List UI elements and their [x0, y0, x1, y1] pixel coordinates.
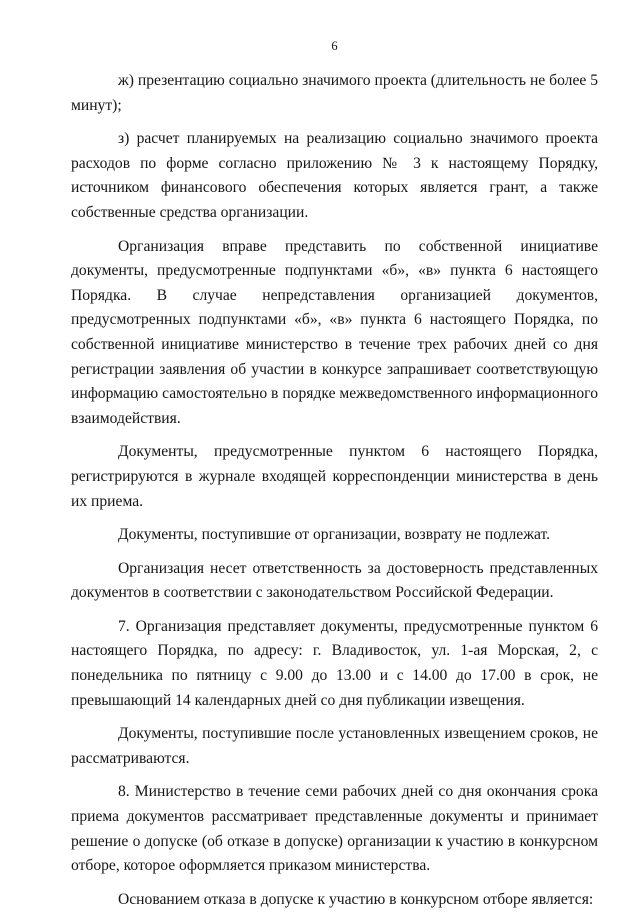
paragraph-presentation: ж) презентацию социально значимого проекта (длительность не более 5 минут); — [71, 72, 598, 114]
paragraph-no-return: Документы, поступившие от организации, возврату не подлежат. — [118, 526, 551, 544]
paragraph-expense-calculation: з) расчет планируемых на реализацию социально значимого проекта расходов по форме согласно приложению № 3 к настоящему Порядку, источником финансового обеспечения которых является грант, а также собственные средства организации. — [71, 130, 598, 221]
paragraph-item-8-review: 8. Министерство в течение семи рабочих дней со дня окончания срока приема документов рассматривает представленные документы и принимает решение о допуске (об отказе в допуске) организации к участию в конкурсном отборе, которое оформляется приказом министерства. — [71, 783, 598, 875]
paragraph-own-initiative-documents: Организация вправе представить по собственной инициативе документы, предусмотренные подпунктами «б», «в» пункта 6 настоящего Порядка. В случае непредставления организацией документов, предусмотренных подпунктами «б», «в» пункта 6 настоящего Порядка, по собственной инициативе министерство в течение трех рабочих дней со дня регистрации заявления об участии в конкурсе запрашивает соответствующую информацию самостоятельно в порядке межведомственного информационного взаимодействия. — [71, 237, 598, 427]
page-number: 6 — [331, 39, 338, 53]
paragraph-refusal-grounds: Основанием отказа в допуске к участию в конкурсном отборе является: — [118, 890, 594, 908]
paragraph-late-documents: Документы, поступившие после установленных извещением сроков, не рассматриваются. — [71, 725, 598, 767]
paragraph-registration: Документы, предусмотренные пунктом 6 настоящего Порядка, регистрируются в журнале входящей корреспонденции министерства в день их приема. — [71, 443, 598, 510]
paragraph-item-7-submission: 7. Организация представляет документы, предусмотренные пунктом 6 настоящего Порядка, по адресу: г. Владивосток, ул. 1-ая Морская, 2, с понедельника по пятницу с 9.00 до 13.00 и с 14.00 до 17.00 в срок, не превышающий 14 календарных дней со дня публикации извещения. — [71, 617, 598, 709]
paragraph-responsibility: Организация несет ответственность за достоверность представленных документов в соответствии с законодательством Российской Федерации. — [71, 559, 598, 602]
